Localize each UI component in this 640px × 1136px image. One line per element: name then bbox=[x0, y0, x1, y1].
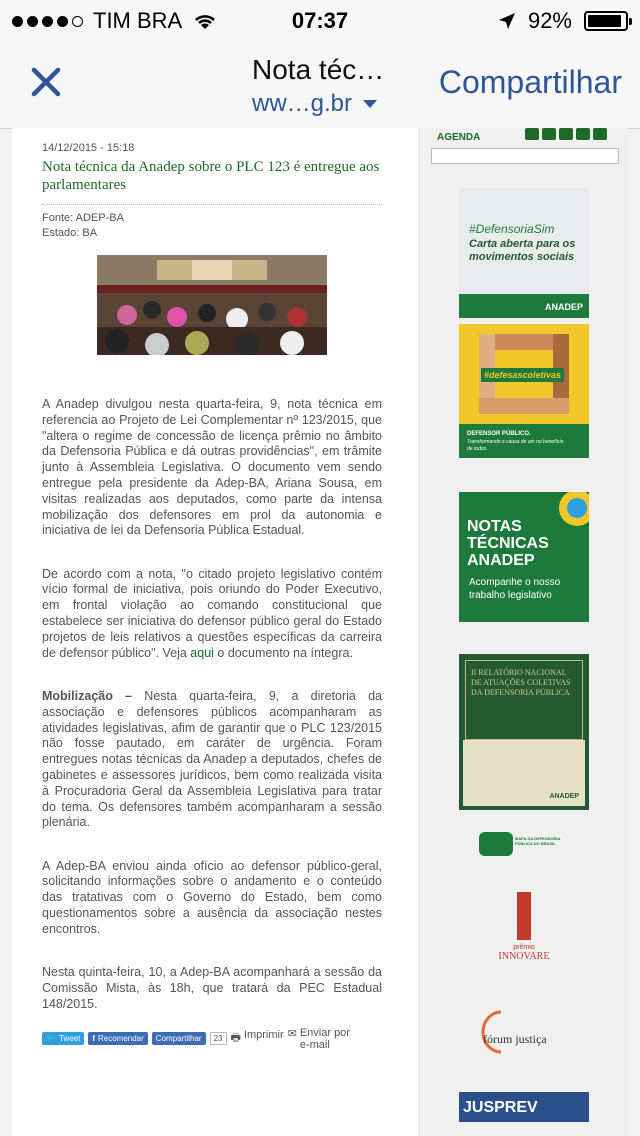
print-icon: 🖶 bbox=[230, 1032, 241, 1044]
banner-relatorio[interactable] bbox=[459, 654, 589, 810]
banner-defensoria-sim[interactable] bbox=[459, 188, 589, 318]
banner-jusprev[interactable] bbox=[459, 1092, 589, 1122]
email-button[interactable] bbox=[288, 1027, 360, 1051]
banner-defesas-coletivas[interactable] bbox=[459, 324, 589, 458]
banner-hashtag: #DefensoriaSim bbox=[469, 222, 555, 236]
anadep-logo: ANADEP bbox=[544, 302, 583, 312]
divider bbox=[42, 204, 382, 205]
forum-logo: fórum justiça bbox=[483, 1032, 547, 1046]
banner-notas-tecnicas[interactable] bbox=[459, 492, 589, 622]
youtube-icon[interactable] bbox=[576, 128, 590, 140]
article-paragraph-2 bbox=[42, 567, 382, 662]
banner-innovare[interactable] bbox=[479, 892, 569, 972]
banner-title: DEFENSOR PÚBLICO. bbox=[467, 431, 531, 437]
banner-title: NOTAS TÉCNICAS ANADEP bbox=[467, 518, 549, 569]
clock: 07:37 bbox=[291, 8, 349, 33]
banner-hashtag: #defesascoletivas bbox=[481, 368, 564, 382]
battery-percent: 92% bbox=[527, 8, 572, 33]
close-icon[interactable] bbox=[26, 62, 66, 102]
jusprev-logo: JUSPREV bbox=[463, 1099, 538, 1116]
facebook-icon: f bbox=[92, 1034, 95, 1043]
page-title: Nota téc… bbox=[252, 54, 385, 85]
banner-title: II RELATÓRIO NACIONAL DE ATUAÇÕES COLETIVAS DA DEFENSORIA PÚBLICA bbox=[471, 668, 571, 697]
banner-mapa[interactable] bbox=[479, 828, 569, 862]
web-page bbox=[12, 128, 628, 1136]
twitter-icon[interactable] bbox=[542, 128, 556, 140]
email-label: Enviar por e-mail bbox=[299, 1026, 350, 1051]
social-icons bbox=[525, 128, 607, 140]
url-text: ww…g.br bbox=[252, 90, 353, 117]
recommend-button[interactable] bbox=[88, 1032, 147, 1045]
paragraph-text: o documento na íntegra. bbox=[213, 645, 353, 660]
banner-sub: Acompanhe o nosso trabalho legislativo bbox=[469, 577, 561, 601]
tweet-label: Tweet bbox=[58, 1034, 81, 1043]
recommend-label: Recomendar bbox=[97, 1034, 144, 1043]
browser-nav-bar bbox=[0, 40, 640, 129]
innovare-small: prêmio bbox=[513, 944, 535, 951]
rss-icon[interactable] bbox=[593, 128, 607, 140]
envelope-icon: ✉ bbox=[287, 1027, 297, 1040]
location-arrow-icon bbox=[498, 12, 516, 30]
share-button[interactable]: Compartilhar bbox=[438, 64, 622, 100]
search-input[interactable] bbox=[431, 148, 619, 164]
document-link[interactable]: aqui bbox=[190, 645, 214, 660]
paragraph-text: De acordo com a nota, "o citado projeto legislativo contém vício formal de iniciativa, pois oriundo do Poder Executivo, em frontal violação ao comando constitucional que estabelece ser iniciativa do defensor público geral do Estado projetos de leis relativos a questões específicas da carreira de defensor público". Veja bbox=[42, 566, 382, 660]
carrier-label: TIM BRA bbox=[93, 8, 183, 33]
banner-forum-justica[interactable] bbox=[473, 1008, 583, 1058]
url-display[interactable] bbox=[252, 90, 378, 118]
article-title[interactable]: Nota técnica da Anadep sobre o PLC 123 é entregue aos parlamentares bbox=[42, 159, 380, 193]
article-paragraph-3 bbox=[42, 689, 382, 831]
banner-text: MAPA DA DEFENSORIA PÚBLICA NO BRASIL bbox=[515, 836, 561, 846]
facebook-icon[interactable] bbox=[525, 128, 539, 140]
innovare-logo: INNOVARE bbox=[498, 951, 550, 962]
twitter-icon: 🐦 bbox=[46, 1034, 56, 1043]
article-photo bbox=[97, 255, 327, 355]
print-button[interactable] bbox=[231, 1029, 284, 1048]
article-source: Fonte: ADEP-BA bbox=[42, 212, 124, 224]
anadep-logo: ANADEP bbox=[549, 793, 579, 800]
article-state: Estado: BA bbox=[42, 227, 98, 239]
facebook-share-button[interactable]: Compartilhar bbox=[152, 1032, 206, 1045]
article-paragraph-5: Nesta quinta-feira, 10, a Adep-BA acompanhará a sessão da Comissão Mista, às 18h, que tratará da PEC Estadual 148/2015. bbox=[42, 965, 382, 1011]
agenda-label[interactable]: AGENDA bbox=[437, 132, 481, 143]
share-toolbar bbox=[42, 1027, 382, 1051]
instagram-icon[interactable] bbox=[559, 128, 573, 140]
print-label: Imprimir bbox=[243, 1029, 284, 1041]
article-date: 14/12/2015 - 15:18 bbox=[42, 142, 135, 154]
banner-text: Carta aberta para os movimentos sociais bbox=[469, 238, 576, 263]
paragraph-text: Nesta quarta-feira, 9, a diretoria da associação e defensores públicos acompanharam as atividades legislativas, afim de garantir que o PLC 123/2015 não fosse pautado, em caráter de urgência. Foram entregues notas técnicas da Anadep a deputados, chefes de gabinetes e assessores jurídicos, bem como realizada visita à Procuradoria Geral da Assembleia Legislativa para tratar do tema. Os defensores também acompanharam a sessão plenária. bbox=[42, 688, 382, 830]
paragraph-lead: Mobilização – bbox=[42, 688, 133, 703]
share-count: 23 bbox=[210, 1032, 227, 1045]
chevron-down-icon bbox=[362, 99, 378, 109]
article-paragraph-4: A Adep-BA enviou ainda ofício ao defensor público-geral, solicitando informações sobre o andamento e o conteúdo das tratativas com o Governo do Estado, bem como questionamentos sobre a ausência da associação nestes encontros. bbox=[42, 858, 382, 936]
banner-sub: Transformando a causa de um no benefício de todos. bbox=[467, 439, 564, 452]
sidebar bbox=[418, 128, 628, 1136]
article-paragraph-1: A Anadep divulgou nesta quarta-feira, 9, nota técnica em referencia ao Projeto de Lei Complementar nº 123/2015, que "altera o regime de concessão de licença prêmio no âmbito da Defensoria Pública e dá outras providências", em trâmite junto à Assembleia Legislativa. O documento vem sendo entregue pela presidente da Adep-BA, Ariana Sousa, em visitas realizadas aos deputados, como parte da intensa mobilização dos defensores em prol da autonomia e iniciativa de lei da Defensoria Pública Estadual. bbox=[42, 397, 382, 538]
battery-icon bbox=[584, 11, 628, 31]
tweet-button[interactable] bbox=[42, 1032, 84, 1045]
article bbox=[42, 138, 382, 1051]
status-bar bbox=[0, 0, 640, 40]
